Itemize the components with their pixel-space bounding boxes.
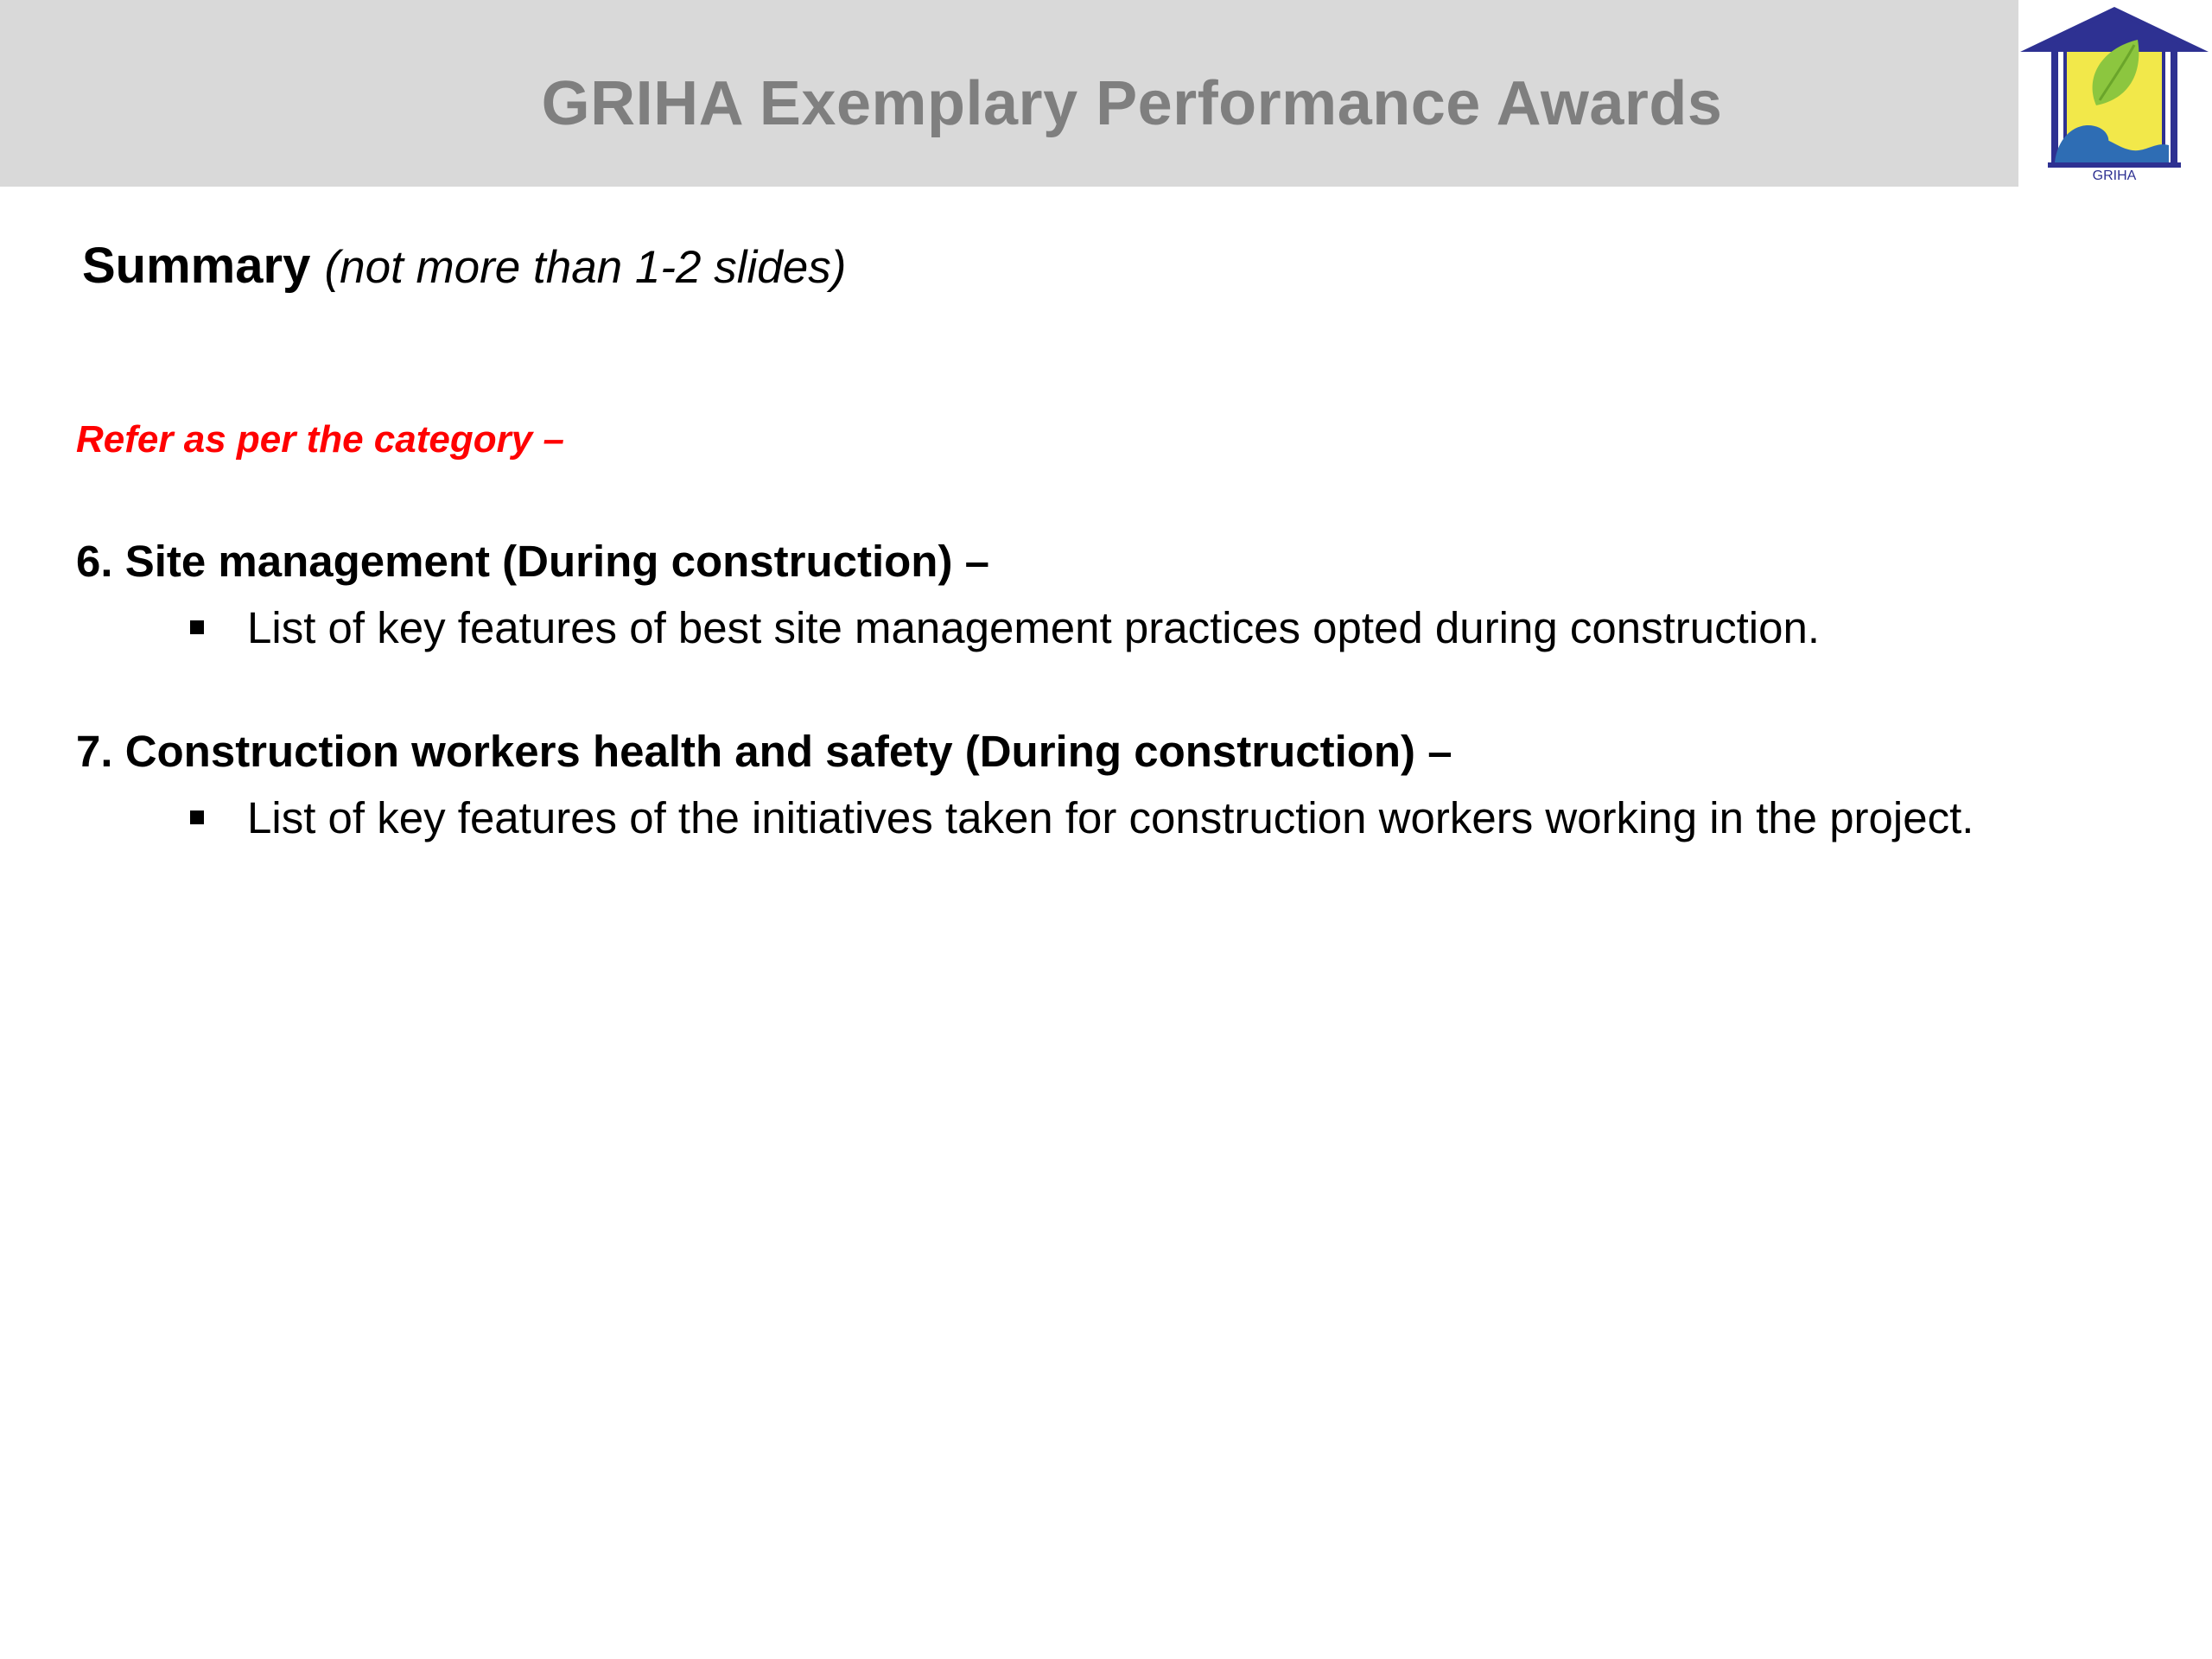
summary-line <box>82 237 846 295</box>
square-bullet-icon <box>190 620 204 634</box>
bullet-item <box>190 596 2074 660</box>
bullet-text: List of key features of the initiatives taken for construction workers working in the project. <box>247 793 1974 842</box>
griha-logo <box>2017 3 2212 183</box>
summary-label: Summary <box>82 238 311 294</box>
logo-text: GRIHA <box>2092 168 2137 183</box>
slide-title: GRIHA Exemplary Performance Awards <box>541 69 1723 138</box>
section-heading-worker-safety: 7. Construction workers health and safety (During construction) – <box>76 727 1452 776</box>
square-bullet-icon <box>190 810 204 824</box>
section-heading-site-management: 6. Site management (During construction) – <box>76 537 989 586</box>
bullet-item <box>190 786 2074 850</box>
summary-note: (not more than 1-2 slides) <box>324 242 847 293</box>
refer-note: Refer as per the category – <box>76 418 564 461</box>
bullet-text: List of key features of best site management practices opted during construction. <box>247 603 1820 652</box>
